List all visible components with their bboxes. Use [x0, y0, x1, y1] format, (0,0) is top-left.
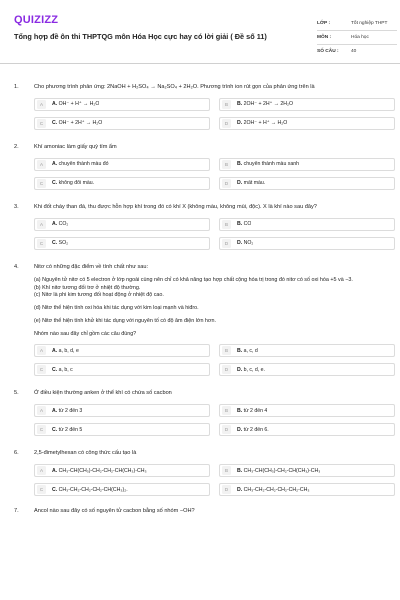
option-value: 2OH⁻ + H⁺ → H₂O [243, 120, 288, 127]
option-letter-badge: B [222, 160, 231, 169]
option-letter-badge: C [37, 485, 46, 494]
option-prefix: A. [52, 161, 58, 168]
worksheet-meta [317, 17, 397, 59]
question-body [34, 144, 386, 190]
answer-options [34, 158, 386, 190]
answer-option-a[interactable] [34, 98, 210, 111]
option-text [237, 468, 320, 475]
question-body [34, 390, 386, 436]
question-number: 3. [14, 203, 19, 210]
question-number: 7. [14, 508, 19, 515]
subject-value: Hóa học [351, 34, 369, 40]
option-value: không đổi màu. [58, 180, 95, 187]
option-text [52, 161, 109, 168]
option-text [237, 221, 251, 228]
option-text [237, 348, 258, 355]
option-text [237, 161, 299, 168]
option-prefix: C. [52, 120, 58, 127]
option-prefix: B. [237, 101, 243, 108]
question-statement: (e) Nitơ thể hiện tính khử khi tác dụng với nguyên tố có độ âm điện lớn hơn. [34, 317, 216, 324]
option-prefix: D. [237, 486, 243, 493]
option-prefix: A. [52, 221, 58, 228]
option-prefix: C. [52, 426, 58, 433]
option-text [237, 120, 287, 127]
question-item [14, 144, 386, 190]
option-value: a, b, c [58, 366, 73, 373]
answer-option-d[interactable] [219, 363, 395, 376]
option-prefix: D. [237, 120, 243, 127]
question-count-value: 40 [351, 49, 357, 54]
answer-option-b[interactable] [219, 464, 395, 477]
option-text [52, 120, 102, 127]
answer-option-d[interactable] [219, 177, 395, 190]
answer-option-c[interactable] [34, 423, 210, 436]
meta-row-count [317, 45, 397, 59]
question-count-label: SỐ CÂU : [317, 49, 339, 54]
answer-options [34, 404, 386, 436]
question-body [34, 204, 386, 250]
answer-options [34, 464, 386, 496]
answer-option-d[interactable] [219, 237, 395, 250]
option-letter-badge: C [37, 239, 46, 248]
option-text [237, 427, 269, 434]
option-value: từ 2 đến 3 [58, 407, 83, 414]
question-body [34, 264, 386, 376]
option-prefix: D. [237, 426, 243, 433]
question-number: 6. [14, 450, 19, 457]
option-prefix: B. [237, 161, 243, 168]
answer-option-b[interactable] [219, 218, 395, 231]
option-value: CH₃-CH₂-CH₂-CH₂-CH(CH₃)₂. [58, 486, 128, 493]
option-text [52, 367, 73, 374]
option-value: SO₂ [58, 240, 69, 247]
question-statement: Nhóm nào sau đây chỉ gồm các câu đúng? [34, 330, 137, 337]
option-value: NO₂ [243, 240, 254, 247]
option-prefix: C. [52, 486, 58, 493]
option-text [52, 487, 128, 494]
option-prefix: C. [52, 366, 58, 373]
option-letter-badge: D [222, 179, 231, 188]
option-letter-badge: A [37, 220, 46, 229]
question-body [34, 508, 386, 515]
answer-option-c[interactable] [34, 117, 210, 130]
meta-row-subject [317, 31, 397, 45]
option-text [237, 240, 253, 247]
option-letter-badge: C [37, 425, 46, 434]
question-text: Khí amoniac làm giấy quỳ tím ẩm [34, 143, 117, 150]
answer-option-a[interactable] [34, 404, 210, 417]
worksheet-header [14, 12, 386, 70]
option-prefix: C. [52, 240, 58, 247]
option-letter-badge: B [222, 100, 231, 109]
option-letter-badge: C [37, 365, 46, 374]
question-text: Ancol nào sau đây có số nguyên tử cacbon bằng số nhóm −OH? [34, 508, 195, 515]
option-text [237, 408, 267, 415]
answer-option-d[interactable] [219, 117, 395, 130]
option-text [52, 408, 82, 415]
option-text [52, 348, 79, 355]
option-prefix: C. [52, 180, 58, 187]
option-prefix: D. [237, 240, 243, 247]
option-letter-badge: D [222, 365, 231, 374]
answer-option-d[interactable] [219, 483, 395, 496]
answer-option-b[interactable] [219, 404, 395, 417]
option-text [237, 487, 310, 494]
question-item [14, 204, 386, 250]
answer-option-a[interactable] [34, 344, 210, 357]
option-value: CO₂ [58, 221, 69, 228]
option-value: a, c, d [243, 347, 258, 354]
answer-option-c[interactable] [34, 177, 210, 190]
class-value: Tốt nghiệp THPT [351, 20, 388, 26]
option-text [237, 367, 265, 374]
option-value: chuyển thành màu xanh [243, 161, 300, 168]
option-text [52, 240, 68, 247]
option-value: từ 2 đến 4 [243, 407, 268, 414]
option-prefix: D. [237, 366, 243, 373]
option-letter-badge: A [37, 346, 46, 355]
question-body [34, 84, 386, 130]
option-prefix: B. [237, 467, 243, 474]
meta-row-class [317, 17, 397, 31]
option-letter-badge: D [222, 485, 231, 494]
worksheet-title: Tổng hợp đề ôn thi THPTQG môn Hóa Học cực hay có lời giải ( Đề số 11) [14, 32, 267, 41]
option-value: OH⁻ + H⁺ → H₂O [58, 101, 100, 108]
question-text: Khi đốt cháy than đá, thu được hỗn hợp khí trong đó có khí X (không màu, không mùi, độc). X là khí nào sau đây? [34, 203, 317, 210]
question-text: 2,5-đimetylhexan có công thức cấu tạo là [34, 450, 137, 457]
answer-option-c[interactable] [34, 237, 210, 250]
option-value: b, c, d, e. [243, 366, 265, 373]
class-label: LỚP : [317, 20, 331, 26]
option-value: 2OH⁻ + 2H⁺ → 2H₂O [243, 101, 294, 108]
answer-option-d[interactable] [219, 423, 395, 436]
option-letter-badge: A [37, 466, 46, 475]
question-item [14, 450, 386, 496]
option-letter-badge: A [37, 100, 46, 109]
question-item [14, 390, 386, 436]
option-letter-badge: D [222, 119, 231, 128]
question-text: Nitơ có những đặc điểm về tính chất như sau: [34, 263, 149, 270]
option-letter-badge: C [37, 179, 46, 188]
answer-option-b[interactable] [219, 344, 395, 357]
answer-options [34, 344, 386, 376]
question-statement: (a) Nguyên tử nitơ có 5 electron ở lớp ngoài cùng nên chỉ có khả năng tạo hợp chất cộng hóa trị trong đó nitơ có số oxi hóa +5 và −3. [34, 276, 353, 283]
option-letter-badge: C [37, 119, 46, 128]
question-statement: (c) Nitơ là phi kim tương đối hoạt động ở nhiệt độ cao. [34, 292, 164, 299]
option-prefix: A. [52, 101, 58, 108]
question-body [34, 450, 386, 496]
option-value: a, b, d, e [58, 347, 79, 354]
option-text [237, 180, 265, 187]
subject-label: MÔN : [317, 34, 332, 40]
option-letter-badge: B [222, 406, 231, 415]
option-value: CH₃-CH(CH₃)-CH₂-CH₂-CH(CH₃)-CH₃ [58, 467, 147, 474]
option-letter-badge: D [222, 239, 231, 248]
option-prefix: A. [52, 467, 58, 474]
question-statement: (b) Khí nitơ tương đối trơ ở nhiệt độ thường. [34, 284, 141, 291]
question-item [14, 508, 386, 515]
option-prefix: B. [237, 407, 243, 414]
option-prefix: D. [237, 180, 243, 187]
question-text: Cho phương trình phản ứng: 2NaOH + H₂SO₄ → Na₂SO₄ + 2H₂O. Phương trình ion rút gọn của phản ứng trên là [34, 84, 315, 90]
option-letter-badge: A [37, 406, 46, 415]
option-letter-badge: A [37, 160, 46, 169]
question-list [14, 84, 386, 515]
question-number: 2. [14, 143, 19, 150]
question-item [14, 84, 386, 130]
option-value: mất màu. [243, 180, 266, 187]
answer-option-b[interactable] [219, 158, 395, 171]
answer-options [34, 98, 386, 130]
option-prefix: A. [52, 407, 58, 414]
answer-option-c[interactable] [34, 363, 210, 376]
answer-option-a[interactable] [34, 218, 210, 231]
question-text: Ở điều kiện thường anken ở thể khí có chứa số cacbon [34, 390, 172, 397]
option-letter-badge: D [222, 425, 231, 434]
option-letter-badge: B [222, 220, 231, 229]
option-value: CO [243, 221, 252, 228]
header-divider [0, 63, 400, 64]
question-number: 1. [14, 84, 19, 90]
option-value: chuyển thành màu đỏ [58, 161, 109, 168]
answer-option-c[interactable] [34, 483, 210, 496]
option-value: từ 2 đến 5 [58, 426, 83, 433]
option-text [52, 180, 94, 187]
option-value: CH₃-CH(CH₃)-CH₂-CH(CH₃)-CH₃ [243, 467, 321, 474]
question-item [14, 264, 386, 376]
answer-options [34, 218, 386, 250]
question-number: 5. [14, 390, 19, 397]
option-value: CH₃-CH₂-CH₂-CH₂-CH₂-CH₃ [243, 486, 310, 493]
option-value: OH⁻ + 2H⁺ → H₂O [58, 120, 103, 127]
answer-option-a[interactable] [34, 158, 210, 171]
option-text [52, 221, 68, 228]
quizizz-logo: QUIZIZZ [14, 14, 59, 26]
option-prefix: B. [237, 347, 243, 354]
option-text [52, 101, 99, 108]
option-letter-badge: B [222, 346, 231, 355]
question-statement: (d) Nitơ thể hiện tính oxi hóa khi tác dụng với kim loại mạnh và hiđro. [34, 305, 199, 312]
question-number: 4. [14, 263, 19, 270]
answer-option-b[interactable] [219, 98, 395, 111]
option-prefix: B. [237, 221, 243, 228]
option-value: từ 2 đến 6. [243, 426, 269, 433]
option-text [237, 101, 293, 108]
option-text [52, 427, 82, 434]
option-letter-badge: B [222, 466, 231, 475]
option-text [52, 468, 147, 475]
answer-option-a[interactable] [34, 464, 210, 477]
option-prefix: A. [52, 347, 58, 354]
